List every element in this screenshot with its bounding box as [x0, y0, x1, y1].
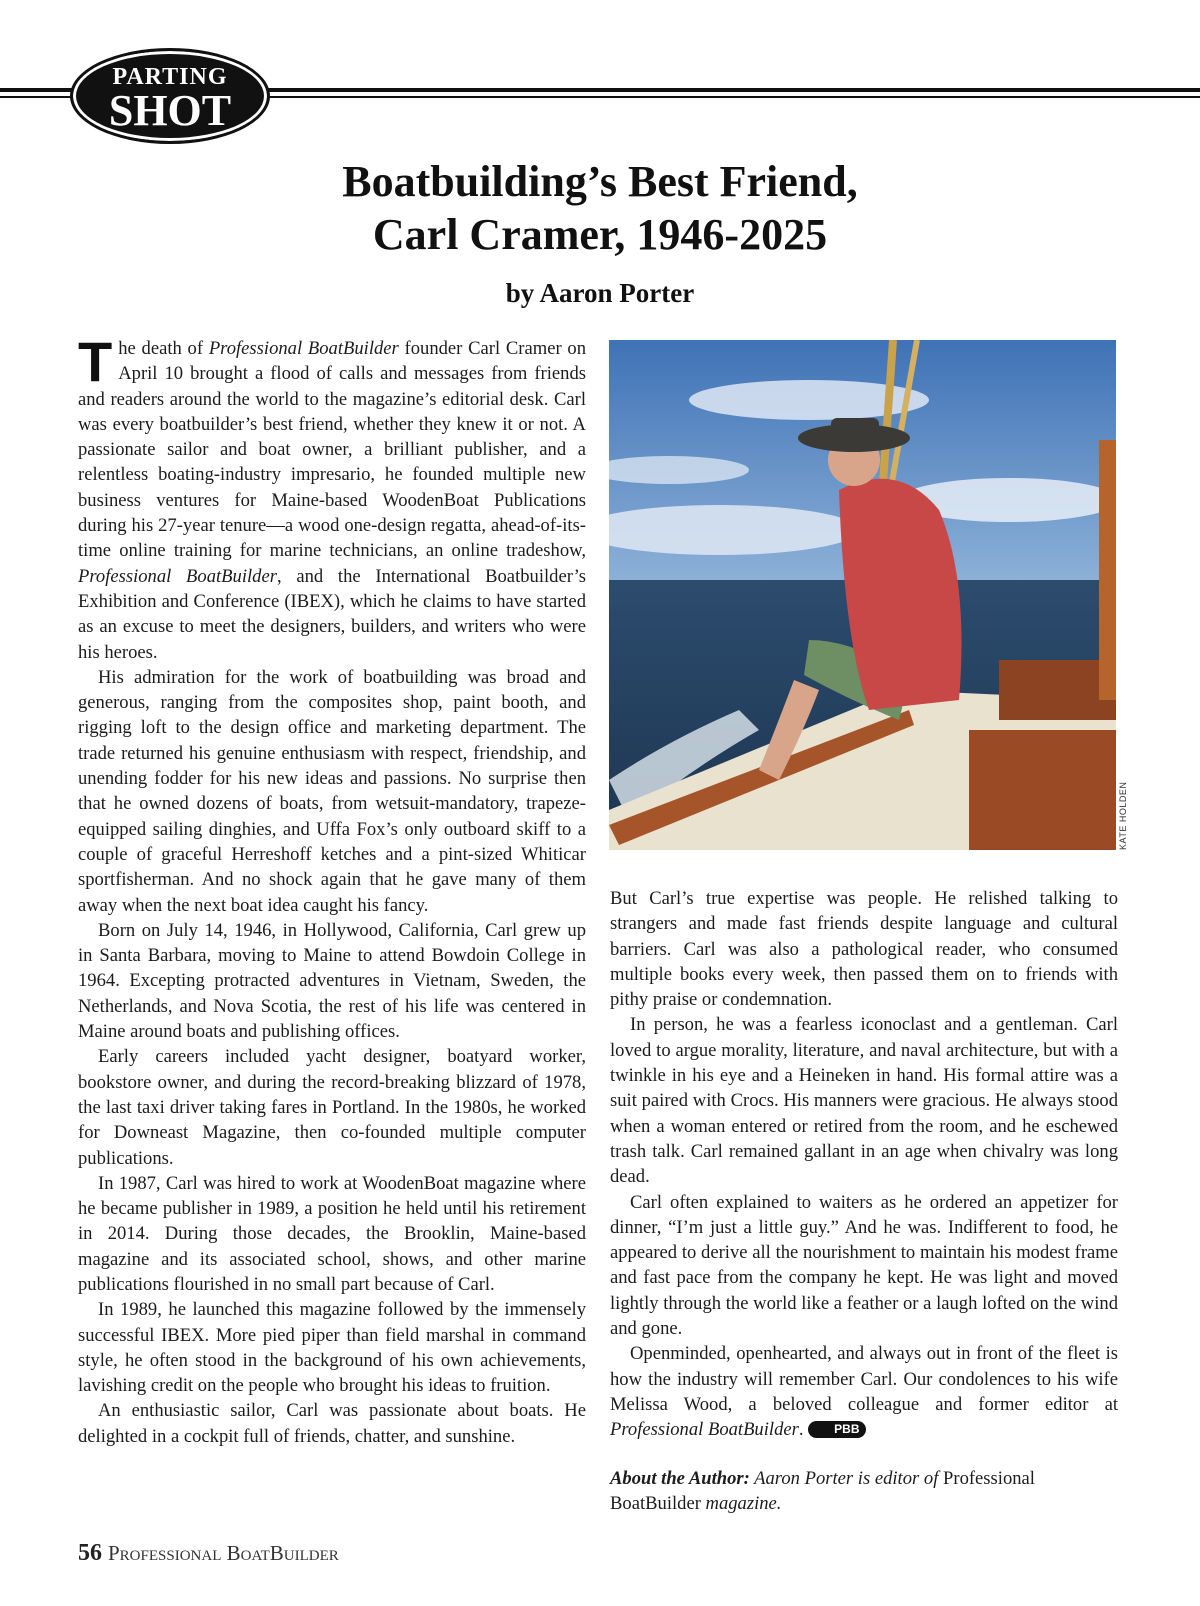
paragraph-7: An enthusiastic sailor, Carl was passionate about boats. He delighted in a cockpit full of friends, chatter, and sunshine. [78, 1400, 586, 1447]
photo-carl-sailing [609, 340, 1116, 850]
left-column [78, 330, 587, 1449]
magazine-name: Professional BoatBuilder [208, 338, 399, 359]
badge-line-2: SHOT [108, 86, 232, 135]
paragraph-1: The death of Professional BoatBuilder founder Carl Cramer on April 10 brought a flood of calls and messages from friends and readers around the world to the magazine’s editorial desk. Carl was every boatbuilder’s best friend, whether they knew it or not. A passionate sailor and boat owner, a brilliant publisher, and a relentless boating-industry impresario, he founded multiple new business ventures for Maine-based WoodenBoat Publications during his 27-year tenure—a wood one-design regatta, ahead-of-its-time online training for marine technicians, an online tradeshow, Professional BoatBuilder, and the International Boatbuilder’s Exhibition and Conference (IBEX), which he claims to have started as an excuse to meet the designers, builders, and writers who were his heroes. [78, 330, 587, 663]
photo-credit: KATE HOLDEN [1118, 781, 1128, 850]
about-the-author: About the Author: Aaron Porter is editor of Professional BoatBuilder magazine. [610, 1468, 1035, 1515]
paragraph-11: Openminded, openhearted, and always out in front of the fleet is how the industry will remember Carl. Our condolences to his wife Melissa Wood, a beloved colleague and former editor at Professional BoatBuilder. PBB [610, 1343, 1118, 1441]
title-line-1: Boatbuilding’s Best Friend, [342, 157, 858, 206]
paragraph-5: In 1987, Carl was hired to work at WoodenBoat magazine where he became publisher in 1989, a position he held until his retirement in 2014. During those decades, the Brooklin, Maine-based magazine and its associated school, shows, and other marine publications flourished in no small part because of Carl. [78, 1172, 586, 1295]
paragraph-9: In person, he was a fearless iconoclast and a gentleman. Carl loved to argue morality, literature, and naval architecture, but with a twinkle in his eye and a Heineken in hand. His formal attire was a suit paired with Crocs. His manners were gracious. He always stood when a woman entered or retired from the room, and he eschewed trash talk. Carl remained gallant in an age when chivalry was long dead. [610, 1014, 1118, 1188]
pbb-end-logo: PBB [808, 1421, 865, 1438]
paragraph-3: Born on July 14, 1946, in Hollywood, California, Carl grew up in Santa Barbara, moving to Maine to attend Bowdoin College in 1964. Excepting protracted adventures in Vietnam, Sweden, the Netherlands, and Nova Scotia, the rest of his life was centered in Maine around boats and publishing offices. [78, 919, 586, 1043]
paragraph-2: His admiration for the work of boatbuilding was broad and generous, ranging from the composites shop, paint booth, and rigging loft to the design office and marketing department. The trade returned his genuine enthusiasm with respect, friendship, and unending fodder for his new ideas and passions. No surprise then that he owned dozens of boats, from wetsuit-mandatory, trapeze-equipped sailing dinghies, and Uffa Fox’s only outboard skiff to a couple of graceful Herreshoff ketches and a pint-sized Whiticar sportfisherman. And no shock again that he gave many of them away when the next boat idea caught his fancy. [78, 666, 586, 916]
magazine-footer-name: Professional BoatBuilder [108, 1541, 339, 1565]
paragraph-6: In 1989, he launched this magazine followed by the immensely successful IBEX. More pied piper than field marshal in command style, he often stood in the background of his own achievements, lavishing credit on the people who brought his ideas to fruition. [78, 1299, 586, 1397]
parting-shot-badge [70, 48, 270, 144]
sailing-photo-illustration [609, 340, 1116, 850]
paragraph-10: Carl often explained to waiters as he ordered an appetizer for dinner, “I’m just a little guy.” And he was. Indifferent to food, he appeared to derive all the nourishment to maintain his modest frame and fast pace from the company he kept. He was light and moved lightly through the world like a feather or a laugh lofted on the wind and gone. [610, 1191, 1118, 1340]
page-footer [78, 1540, 339, 1567]
magazine-name: Professional BoatBuilder [610, 1419, 799, 1441]
about-label: About the Author: [610, 1468, 750, 1489]
paragraph-8: But Carl’s true expertise was people. He relished talking to strangers and made fast friends despite language and cultural barriers. Carl was also a pathological reader, who consumed multiple books every week, then passed them on to friends with pithy praise or condemnation. [610, 888, 1118, 1011]
magazine-name: Professional BoatBuilder [78, 565, 277, 587]
page-number: 56 [78, 1540, 102, 1566]
byline: by Aaron Porter [505, 278, 695, 308]
paragraph-4: Early careers included yacht designer, boatyard worker, bookstore owner, and during the record-breaking blizzard of 1978, the last taxi driver taking fares in Portland. In the 1980s, he worked for Downeast Magazine, then co-founded multiple computer publications. [78, 1046, 586, 1169]
article-title [0, 155, 1200, 261]
right-column [610, 886, 1118, 1443]
title-line-2: Carl Cramer, 1946-2025 [372, 210, 828, 259]
badge-line-1: PARTING [112, 64, 228, 90]
drop-cap: T [78, 330, 113, 393]
